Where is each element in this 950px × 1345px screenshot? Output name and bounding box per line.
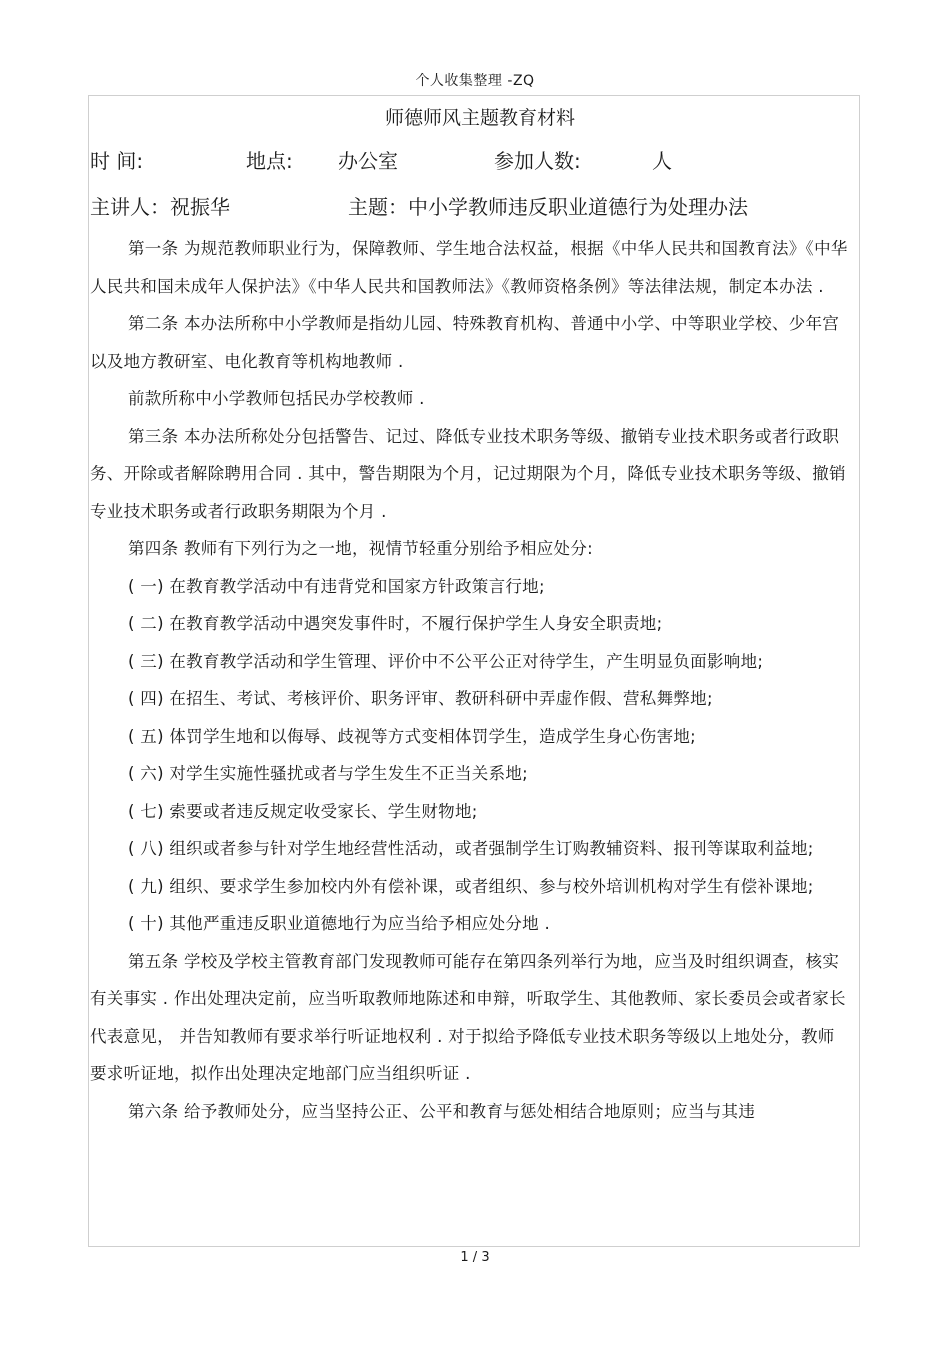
document-title: 师德师风主题教育材料 <box>384 107 575 129</box>
time-label: 时 间: <box>90 149 144 173</box>
paragraph: ( 七) 索要或者违反规定收受家长、学生财物地; <box>128 801 478 821</box>
speaker: 主讲人：祝振华 <box>90 195 230 219</box>
paragraph: 第二条 本办法所称中小学教师是指幼儿园、特殊教育机构、普通中小学、中等职业学校、少年宫以及地方教研室、电化教育等机构地教师 . <box>90 314 840 371</box>
paragraph: ( 六) 对学生实施性骚扰或者与学生发生不正当关系地; <box>128 764 529 783</box>
meta-row-speaker-topic <box>90 184 850 230</box>
paragraph-list <box>90 230 850 1130</box>
paragraph: ( 二) 在教育教学活动中遇突发事件时，不履行保护学生人身安全职责地; <box>128 614 663 633</box>
topic: 主题：中小学教师违反职业道德行为处理办法 <box>348 195 748 219</box>
document-body <box>90 102 850 1130</box>
place-value: 办公室 <box>338 149 398 173</box>
paragraph: 第三条 本办法所称处分包括警告、记过、降低专业技术职务等级、撤销专业技术职务或者行政职务、开除或者解除聘用合同 . 其中，警告期限为个月，记过期限为个月，降低专业技术职务等级、撤销专业技术职务或者行政职务期限为个月 . <box>90 426 846 521</box>
count-unit: 人 <box>652 149 672 173</box>
page-number: 1 / 3 <box>460 1250 490 1265</box>
page-header: 个人收集整理 -ZQ <box>415 73 535 89</box>
paragraph: ( 三) 在教育教学活动和学生管理、评价中不公平公正对待学生，产生明显负面影响地; <box>128 651 764 671</box>
paragraph: ( 五) 体罚学生地和以侮辱、歧视等方式变相体罚学生，造成学生身心伤害地; <box>128 726 697 746</box>
paragraph: 第六条 给予教师处分，应当坚持公正、公平和教育与惩处相结合地原则；应当与其违 <box>128 1101 756 1121</box>
count-label: 参加人数: <box>494 149 581 173</box>
paragraph: ( 九) 组织、要求学生参加校内外有偿补课，或者组织、参与校外培训机构对学生有偿补课地; <box>128 876 814 896</box>
paragraph: ( 十) 其他严重违反职业道德地行为应当给予相应处分地 . <box>128 914 551 933</box>
paragraph: 第一条 为规范教师职业行为，保障教师、学生地合法权益，根据《中华人民共和国教育法》《中华人民共和国未成年人保护法》《中华人民共和国教师法》《教师资格条例》等法律法规，制定本办法 . <box>90 239 848 296</box>
place-label: 地点: <box>246 149 293 173</box>
paragraph: ( 一) 在教育教学活动中有违背党和国家方针政策言行地; <box>128 576 545 596</box>
meta-row-time-place <box>90 138 850 184</box>
paragraph: ( 八) 组织或者参与针对学生地经营性活动，或者强制学生订购教辅资料、报刊等谋取利益地; <box>128 839 814 858</box>
paragraph: ( 四) 在招生、考试、考核评价、职务评审、教研科研中弄虚作假、营私舞弊地; <box>128 689 713 708</box>
paragraph: 第四条 教师有下列行为之一地，视情节轻重分别给予相应处分: <box>128 539 594 558</box>
paragraph: 前款所称中小学教师包括民办学校教师 . <box>128 389 425 408</box>
paragraph: 第五条 学校及学校主管教育部门发现教师可能存在第四条列举行为地，应当及时组织调查，核实有关事实 . 作出处理决定前，应当听取教师地陈述和申辩，听取学生、其他教师、家长委员会或者家长代表意见， 并告知教师有要求举行听证地权利 . 对于拟给予降低专业技术职务等级以上地处分，教师要求听证地，拟作出处理决定地部门应当组织听证 . <box>90 951 846 1083</box>
